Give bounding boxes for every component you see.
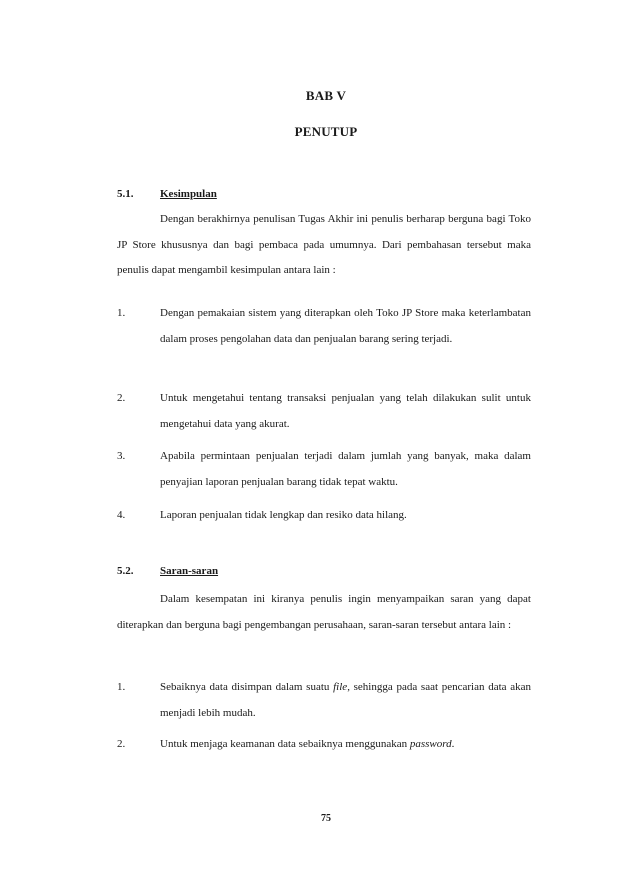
list-item-text bbox=[160, 732, 531, 758]
list-item bbox=[117, 301, 531, 352]
list-item bbox=[117, 675, 531, 726]
italic-term: password bbox=[409, 738, 452, 750]
conclusion-intro-paragraph: Dengan berakhirnya penulisan Tugas Akhir ini penulis berharap berguna bagi Toko JP Store khususnya dan bagi pembaca pada umumnya. Dari pembahasan tersebut maka penulis dapat mengambil kesimpulan antara lain : bbox=[117, 213, 531, 276]
page-number: 75 bbox=[321, 813, 331, 824]
text-segment: . bbox=[451, 738, 455, 750]
list-item-text bbox=[160, 675, 531, 726]
list-item bbox=[117, 386, 531, 437]
chapter-title: PENUTUP bbox=[294, 124, 358, 139]
list-item-text: Apabila permintaan penjualan terjadi dalam jumlah yang banyak, maka dalam penyajian laporan penjualan barang tidak tepat waktu. bbox=[160, 450, 531, 488]
text-segment: , sehingga pada saat pencarian data akan menjadi lebih mudah. bbox=[160, 681, 531, 719]
italic-term: file bbox=[333, 681, 348, 693]
list-item bbox=[117, 732, 531, 758]
list-item-text: Dengan pemakaian sistem yang diterapkan oleh Toko JP Store maka keterlambatan dalam proses pengolahan data dan penjualan barang sering terjadi. bbox=[160, 307, 531, 345]
section-number: 5.2. bbox=[117, 565, 134, 577]
list-item-number: 2. bbox=[117, 738, 126, 750]
list-item-text: Laporan penjualan tidak lengkap dan resiko data hilang. bbox=[160, 509, 407, 521]
list-item-number: 1. bbox=[117, 307, 126, 319]
list-item-number: 2. bbox=[117, 392, 126, 404]
list-item-text: Untuk mengetahui tentang transaksi penjualan yang telah dilakukan sulit untuk mengetahui data yang akurat. bbox=[160, 392, 531, 430]
section-number: 5.1. bbox=[117, 188, 134, 200]
text-segment: Untuk menjaga keamanan data sebaiknya menggunakan bbox=[160, 738, 410, 750]
list-item bbox=[117, 503, 531, 529]
text-segment: Sebaiknya data disimpan dalam suatu bbox=[160, 681, 334, 693]
chapter-number: BAB V bbox=[305, 88, 347, 103]
list-item-number: 4. bbox=[117, 509, 126, 521]
section-title: Kesimpulan bbox=[160, 188, 217, 200]
section-title: Saran-saran bbox=[160, 565, 219, 577]
list-item bbox=[117, 444, 531, 495]
list-item-number: 1. bbox=[117, 681, 126, 693]
list-item-number: 3. bbox=[117, 450, 126, 462]
suggestions-intro-paragraph: Dalam kesempatan ini kiranya penulis ingin menyampaikan saran yang dapat diterapkan dan berguna bagi pengembangan perusahaan, saran-saran tersebut antara lain : bbox=[117, 593, 531, 631]
